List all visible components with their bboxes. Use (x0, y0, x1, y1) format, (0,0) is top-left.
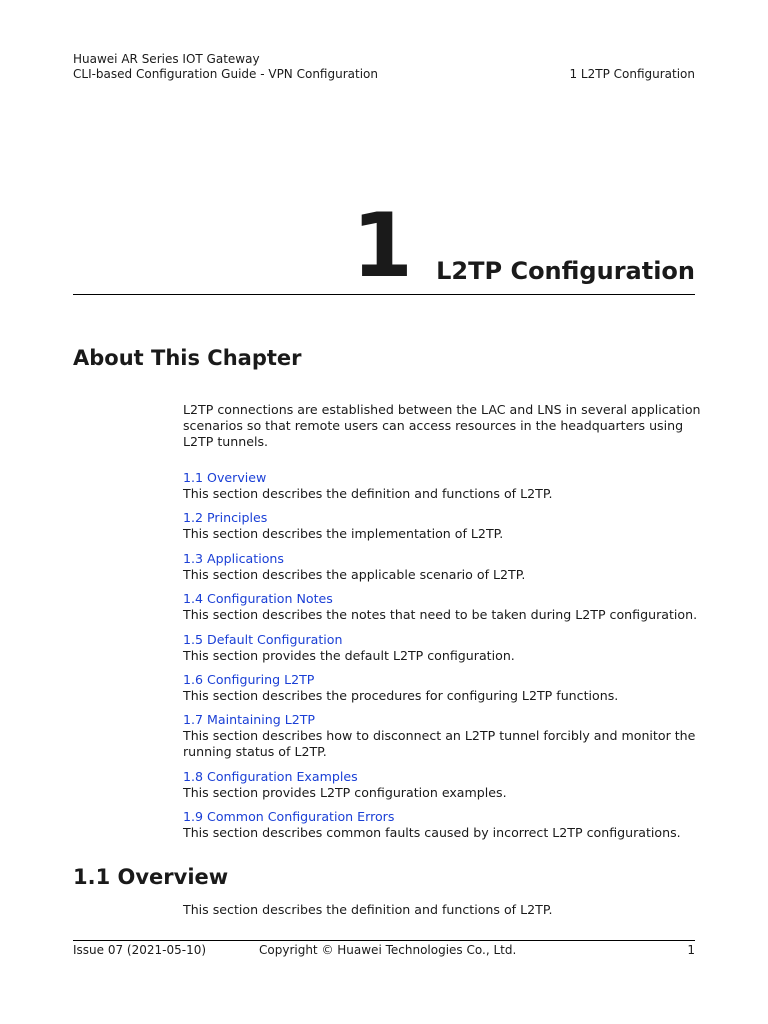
chapter-title: L2TP Configuration (436, 257, 695, 285)
toc-desc: This section describes common faults caused by incorrect L2TP configurations. (183, 825, 681, 841)
page-number: 1 (687, 943, 695, 957)
toc-entry (183, 632, 703, 664)
toc-entry (183, 551, 703, 583)
header-chapter-ref: 1 L2TP Configuration (569, 67, 695, 81)
toc-link-default-configuration[interactable]: 1.5 Default Configuration (183, 631, 343, 647)
overview-text: This section describes the definition and functions of L2TP. (183, 902, 553, 917)
toc-desc: This section describes the procedures for configuring L2TP functions. (183, 687, 619, 703)
toc-desc: This section describes the definition and functions of L2TP. (183, 486, 553, 501)
toc-link-principles[interactable]: 1.2 Principles (183, 510, 268, 526)
about-intro: L2TP connections are established between the LAC and LNS in several application scenarios so that remote users can access resources in the headquarters using L2TP tunnels. (183, 402, 701, 449)
footer-issue: Issue 07 (2021-05-10) (73, 943, 207, 957)
toc-desc: This section describes the notes that need to be taken during L2TP configuration. (183, 607, 698, 623)
toc-link-applications[interactable]: 1.3 Applications (183, 550, 284, 566)
chapter-toc (183, 470, 703, 850)
toc-desc: This section provides L2TP configuration examples. (183, 784, 507, 800)
header-guide: CLI-based Configuration Guide - VPN Configuration (73, 67, 378, 81)
toc-link-configuration-examples[interactable]: 1.8 Configuration Examples (183, 768, 358, 784)
toc-entry (183, 712, 703, 760)
toc-link-configuring-l2tp[interactable]: 1.6 Configuring L2TP (183, 671, 315, 687)
footer-copyright: Copyright © Huawei Technologies Co., Ltd. (259, 943, 517, 957)
toc-desc: This section describes the implementation of L2TP. (183, 526, 504, 542)
toc-link-overview[interactable]: 1.1 Overview (183, 470, 267, 485)
toc-desc: This section describes how to disconnect an L2TP tunnel forcibly and monitor the running status of L2TP. (183, 728, 696, 760)
toc-desc: This section provides the default L2TP configuration. (183, 647, 515, 663)
toc-entry (183, 510, 703, 542)
overview-heading: 1.1 Overview (73, 865, 229, 889)
toc-entry (183, 769, 703, 801)
toc-entry (183, 672, 703, 704)
chapter-number: 1 (351, 194, 413, 297)
toc-entry (183, 470, 703, 502)
about-heading: About This Chapter (73, 346, 302, 370)
page-footer (73, 940, 695, 957)
chapter-banner (73, 194, 695, 297)
toc-entry (183, 809, 703, 841)
toc-entry (183, 591, 703, 623)
page-header (73, 52, 695, 82)
header-product: Huawei AR Series IOT Gateway (73, 52, 260, 66)
toc-link-configuration-notes[interactable]: 1.4 Configuration Notes (183, 591, 333, 607)
toc-desc: This section describes the applicable scenario of L2TP. (183, 566, 526, 582)
toc-link-maintaining-l2tp[interactable]: 1.7 Maintaining L2TP (183, 712, 316, 728)
toc-link-common-configuration-errors[interactable]: 1.9 Common Configuration Errors (183, 809, 395, 825)
header-row (73, 67, 695, 82)
